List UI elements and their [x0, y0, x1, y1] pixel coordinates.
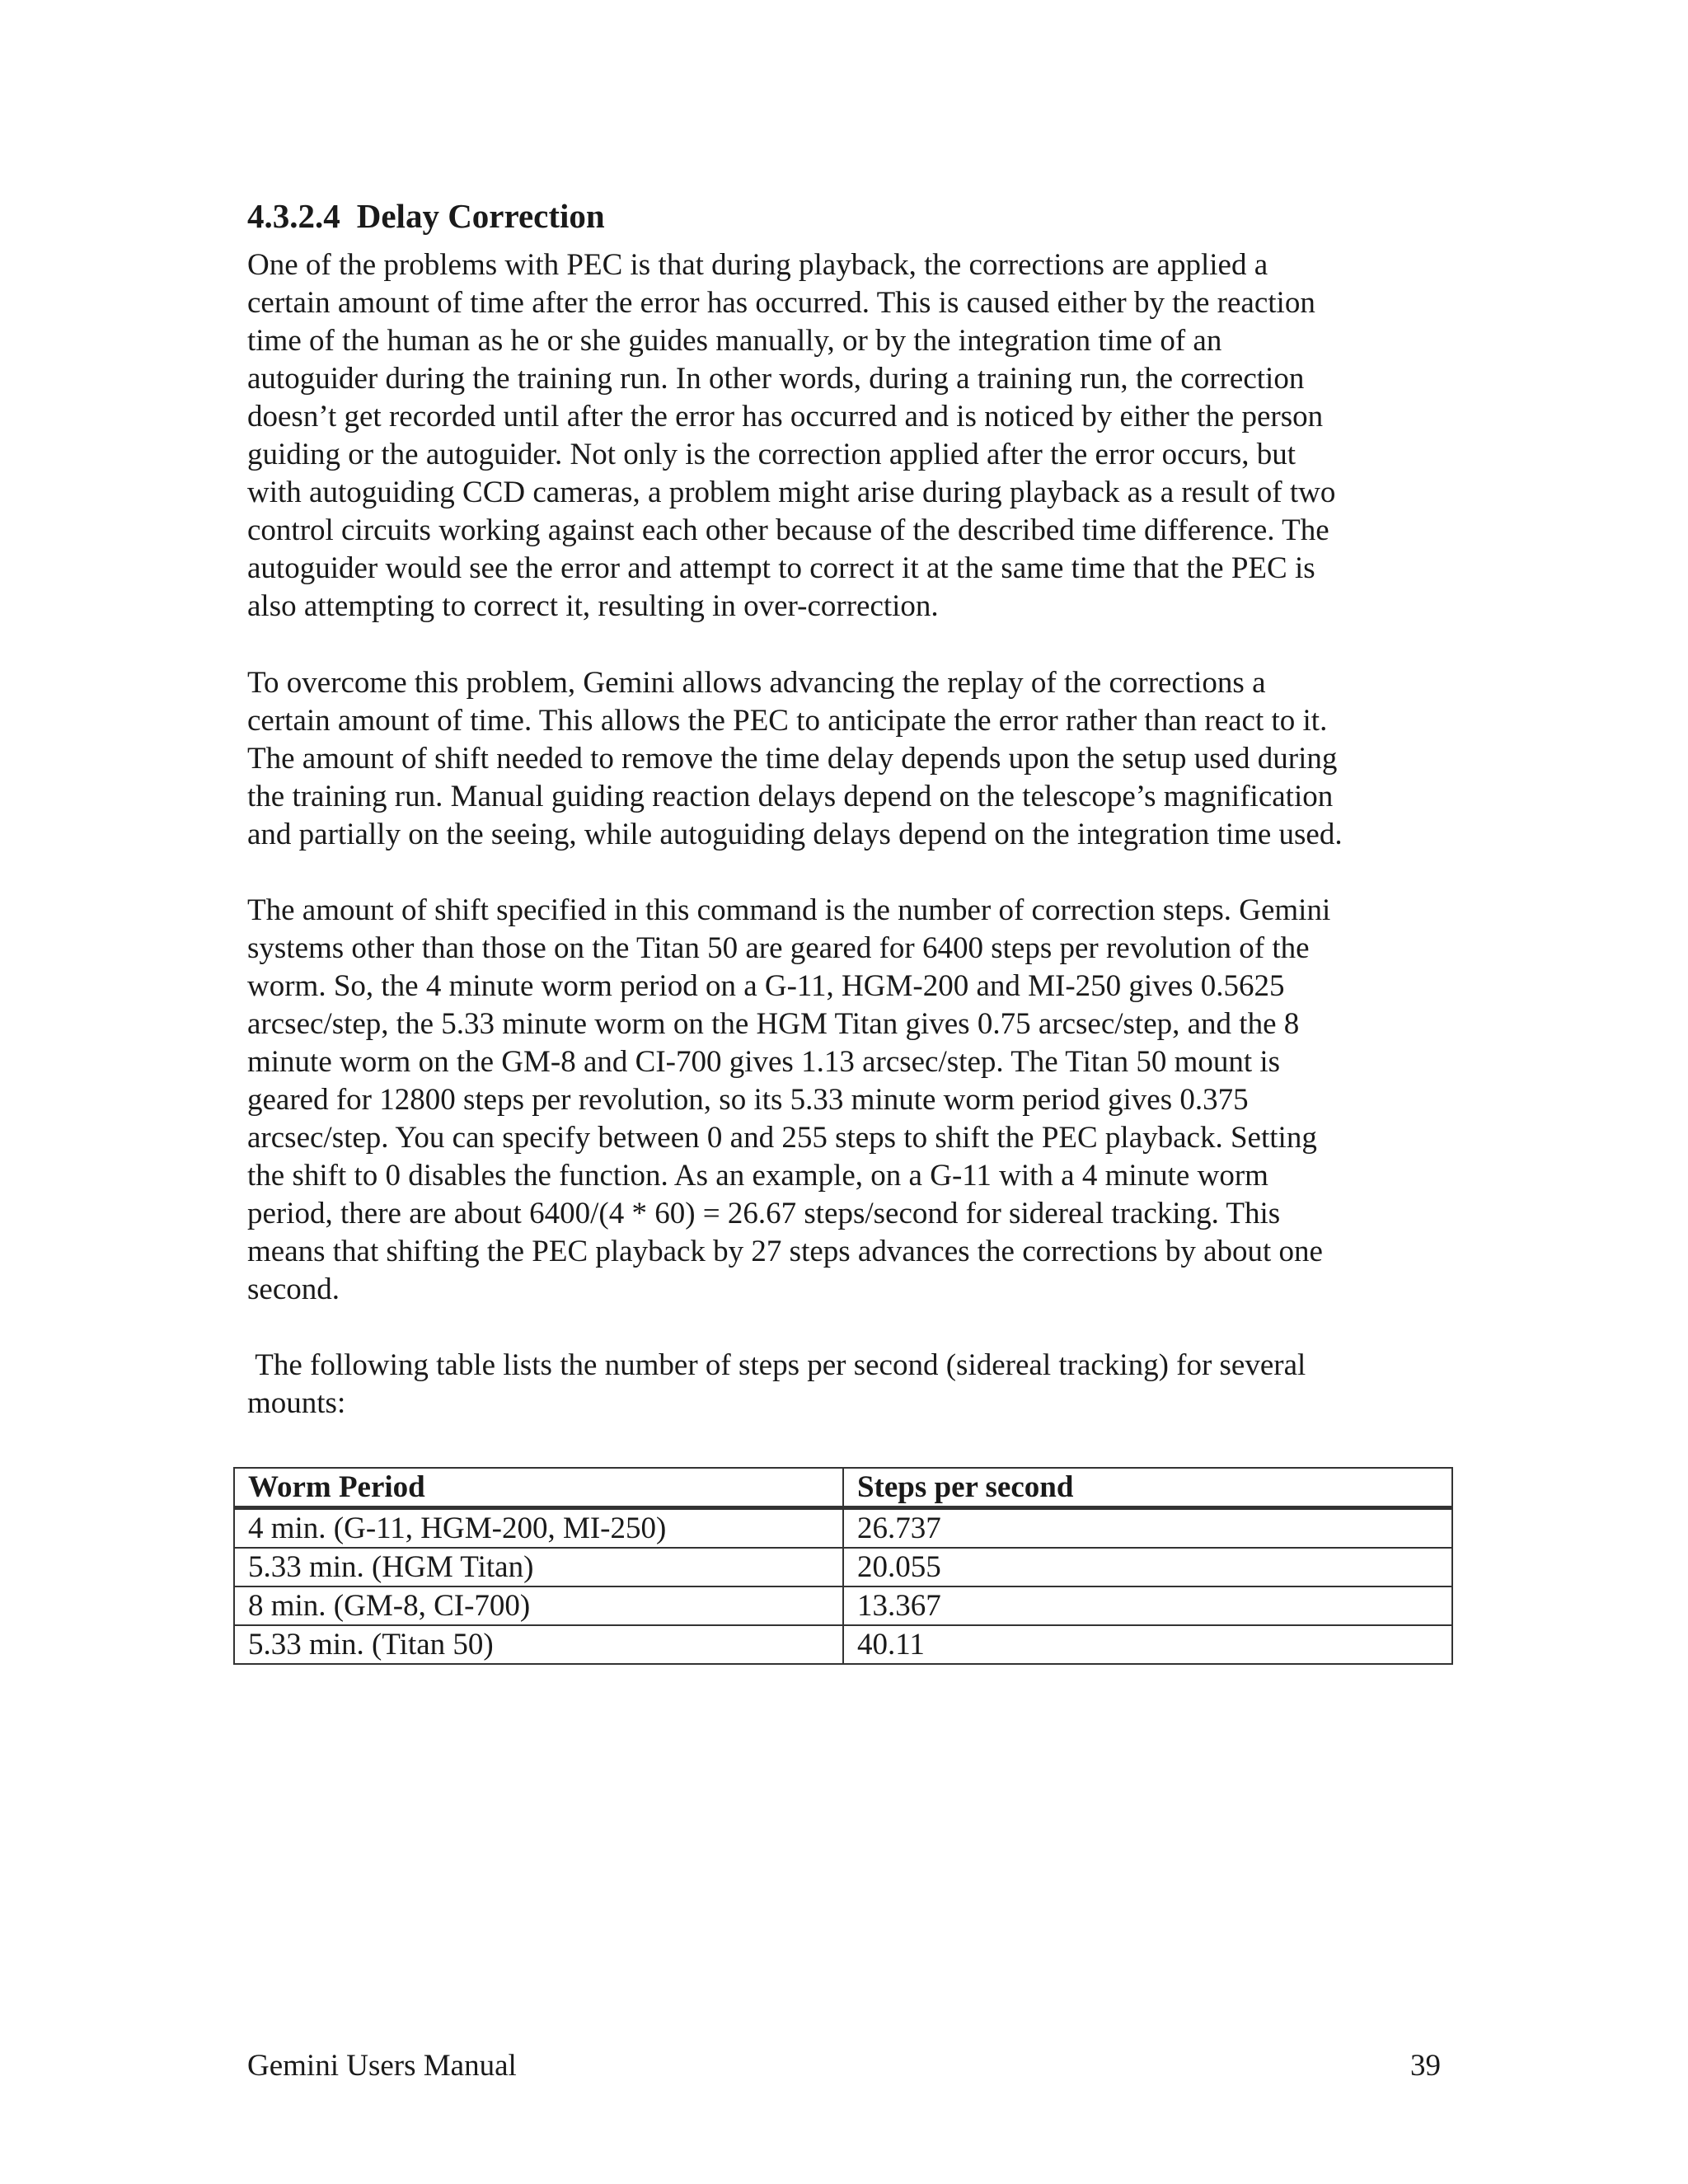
cell-worm-period: 4 min. (G-11, HGM-200, MI-250)	[234, 1508, 843, 1549]
page-number: 39	[1410, 2049, 1441, 2083]
text-line: To overcome this problem, Gemini allows advancing the replay of the corrections a	[247, 666, 1266, 700]
cell-worm-period: 5.33 min. (Titan 50)	[234, 1625, 843, 1664]
paragraph-solution	[247, 664, 1451, 854]
footer-title: Gemini Users Manual	[247, 2049, 517, 2083]
table-header-row	[234, 1468, 1452, 1508]
text-line: systems other than those on the Titan 50 are geared for 6400 steps per revolution of the	[247, 931, 1310, 965]
text-line: control circuits working against each other because of the described time difference. The	[247, 513, 1329, 547]
text-line: One of the problems with PEC is that during playback, the corrections are applied a	[247, 248, 1268, 282]
section-heading	[247, 196, 605, 237]
cell-steps-per-second: 20.055	[843, 1548, 1452, 1586]
text-line: The following table lists the number of steps per second (sidereal tracking) for several	[247, 1348, 1306, 1382]
text-line: doesn’t get recorded until after the error has occurred and is noticed by either the person	[247, 400, 1324, 434]
table-row	[234, 1625, 1452, 1664]
text-line: means that shifting the PEC playback by 27 steps advances the corrections by about one	[247, 1235, 1323, 1268]
text-line: minute worm on the GM-8 and CI-700 gives 1.13 arcsec/step. The Titan 50 mount is	[247, 1045, 1281, 1079]
header-worm-period: Worm Period	[234, 1468, 843, 1508]
text-line: with autoguiding CCD cameras, a problem might arise during playback as a result of two	[247, 476, 1336, 509]
text-line: second.	[247, 1272, 340, 1306]
cell-steps-per-second: 40.11	[843, 1625, 1452, 1664]
text-line: period, there are about 6400/(4 * 60) = 26.67 steps/second for sidereal tracking. This	[247, 1197, 1281, 1230]
text-line: arcsec/step. You can specify between 0 and 255 steps to shift the PEC playback. Setting	[247, 1121, 1317, 1155]
cell-worm-period: 5.33 min. (HGM Titan)	[234, 1548, 843, 1586]
paragraph-shift-amount	[247, 892, 1451, 1309]
text-line: the training run. Manual guiding reaction delays depend on the telescope’s magnification	[247, 780, 1334, 813]
table-row	[234, 1586, 1452, 1625]
text-line: The amount of shift needed to remove the time delay depends upon the setup used during	[247, 742, 1338, 776]
cell-worm-period: 8 min. (GM-8, CI-700)	[234, 1586, 843, 1625]
cell-steps-per-second: 13.367	[843, 1586, 1452, 1625]
text-line: the shift to 0 disables the function. As an example, on a G-11 with a 4 minute worm	[247, 1159, 1268, 1193]
text-line: The amount of shift specified in this command is the number of correction steps. Gemini	[247, 893, 1331, 927]
text-line: certain amount of time. This allows the PEC to anticipate the error rather than react to it.	[247, 704, 1328, 738]
steps-per-second-table	[233, 1467, 1453, 1665]
text-line: certain amount of time after the error has occurred. This is caused either by the reaction	[247, 286, 1315, 320]
text-line: autoguider during the training run. In other words, during a training run, the correction	[247, 362, 1305, 396]
header-steps-per-second: Steps per second	[843, 1468, 1452, 1508]
table-row	[234, 1508, 1452, 1549]
text-line: and partially on the seeing, while autoguiding delays depend on the integration time used.	[247, 818, 1343, 851]
text-line: also attempting to correct it, resulting in over-correction.	[247, 589, 939, 623]
cell-steps-per-second: 26.737	[843, 1508, 1452, 1549]
text-line: time of the human as he or she guides manually, or by the integration time of an	[247, 324, 1222, 358]
paragraph-table-intro	[247, 1347, 1451, 1422]
text-line: geared for 12800 steps per revolution, so its 5.33 minute worm period gives 0.375	[247, 1083, 1249, 1117]
table-row	[234, 1548, 1452, 1586]
section-number: 4.3.2.4	[247, 197, 340, 235]
text-line: arcsec/step, the 5.33 minute worm on the HGM Titan gives 0.75 arcsec/step, and the 8	[247, 1007, 1300, 1041]
section-title: Delay Correction	[356, 197, 605, 235]
paragraph-problem	[247, 246, 1451, 626]
text-line: mounts:	[247, 1386, 346, 1420]
text-line: guiding or the autoguider. Not only is the correction applied after the error occurs, but	[247, 438, 1296, 471]
text-line: autoguider would see the error and attempt to correct it at the same time that the PEC is	[247, 551, 1315, 585]
text-line: worm. So, the 4 minute worm period on a G-11, HGM-200 and MI-250 gives 0.5625	[247, 969, 1285, 1003]
